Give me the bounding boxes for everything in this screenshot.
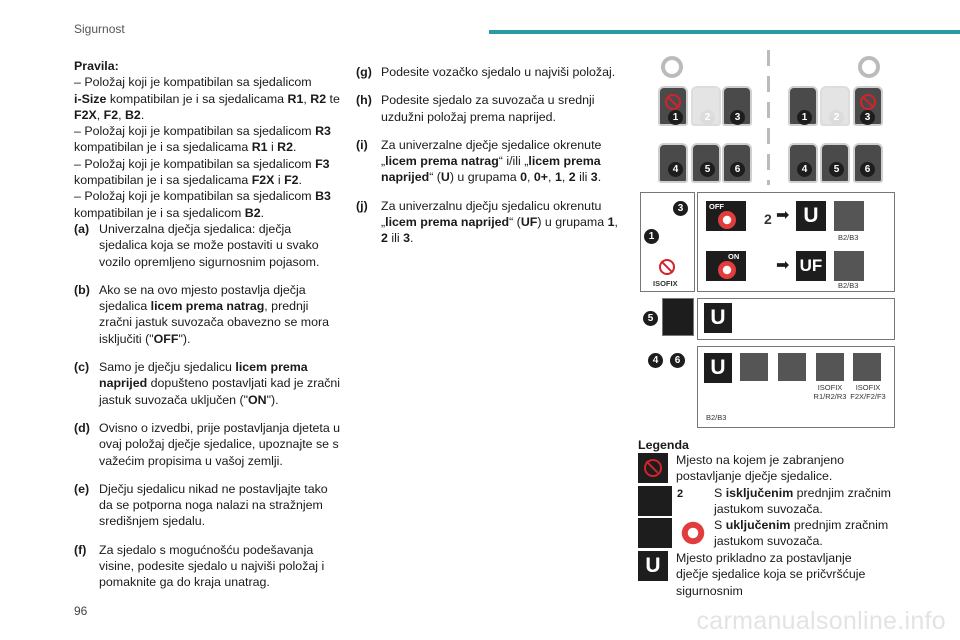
seat-number-badge: 1 — [797, 110, 812, 125]
note-f: (f) Za sjedalo s mogućnošću podešavanja visine, podesite sjedalo u najviši položaj i pomaknite ga do kraja unatrag. — [74, 542, 325, 590]
front-seat-box — [640, 192, 695, 292]
rear-center-box — [697, 298, 895, 340]
seat-number-badge: 2 — [829, 110, 844, 125]
note-g: (g) Podesite vozačko sjedalo u najviši položaj. — [356, 65, 616, 79]
isofix-anchor-icon — [778, 353, 806, 381]
note-d: (d) Ovisno o izvedbi, prije postavljanja djeteta u ovaj položaj dječje sjedalice, upoznajte se s važećim propisima u vašoj zemlji. — [74, 420, 341, 468]
left-column — [74, 58, 342, 603]
legend-text: Mjesto na kojem je zabranjeno postavljanje dječje sjedalice. — [676, 453, 845, 484]
isofix-front-seat-icon — [853, 353, 881, 381]
rule-line: kompatibilan je i sa sjedalicom B2. — [74, 205, 265, 220]
airbag-on-legend-icon — [638, 518, 672, 548]
seat-number-badge: 4 — [668, 162, 683, 177]
seat-number-badge: 4 — [648, 353, 663, 368]
isofix-rear-seat-icon — [816, 353, 844, 381]
u-badge: U — [796, 201, 826, 231]
airbag-icon — [718, 261, 736, 279]
arrow-right-icon: ➡ — [776, 257, 790, 274]
note-i: (i) Za univerzalne dječje sjedalice okrenute „licem prema natrag“ i/ili „licem prema naprijed“ (U) u grupama 0, 0+, 1, 2 ili 3. — [356, 137, 602, 185]
prohibited-icon — [665, 94, 681, 110]
note-j: (j) Za univerzalnu dječju sjedalicu okrenutu „licem prema naprijed“ (UF) u grupama 1, 2 ili 3. — [356, 198, 618, 246]
child-seat-icon — [834, 251, 864, 281]
divider-dashed — [767, 50, 770, 185]
note-c: (c) Samo je dječju sjedalicu licem prema naprijed dopušteno postavljati kad je zračni jastuk suvozača uključen ("ON"). — [74, 360, 341, 407]
arrow-right-icon: ➡ — [776, 207, 790, 224]
seat-number-badge: 6 — [670, 353, 685, 368]
note-a: (a) Univerzalna dječja sjedalica: dječja sjedalica koja se može postaviti u svako vozilo opremljeno sigurnosnim pojasom. — [74, 221, 320, 269]
rule-line: – Položaj koji je kompatibilan sa sjedalicom F3 — [74, 156, 330, 171]
prohibited-legend-icon — [638, 453, 668, 483]
legend-text: S uključenim prednjim zračnim jastukom suvozača. — [714, 518, 889, 549]
rear-outer-box: U B2/B3 ISOFIX R1/R2/R3 ISOFIX F2X/F2/F3 — [697, 346, 895, 428]
airbag-number: 2 — [677, 488, 684, 500]
isofix-prohibited-icon — [659, 259, 675, 275]
front-options-box: OFF 2 ➡ U B2/B3 ON ➡ UF B2/B3 — [697, 192, 895, 292]
airbag-icon — [718, 211, 736, 229]
support-leg-prohibited-icon — [662, 298, 694, 336]
legend-text: Mjesto prikladno za postavljanje dječje sjedalice koja se pričvršćuje sigurnosnim — [676, 551, 866, 598]
seat-number-badge: 1 — [644, 229, 659, 244]
u-legend-badge: U — [638, 551, 668, 581]
rule-line: i-Size kompatibilan je i sa sjedalicama R1, R2 te — [74, 91, 340, 106]
legend-text: S isključenim prednjim zračnim jastukom suvozača. — [714, 486, 891, 517]
seat-number-badge: 5 — [643, 311, 658, 326]
seat-number-badge: 6 — [730, 162, 745, 177]
rule-line: – Položaj koji je kompatibilan sa sjedalicom B3 — [74, 189, 331, 204]
header-accent-bar — [489, 30, 960, 34]
u-badge: U — [704, 353, 732, 383]
seat-number-badge: 5 — [700, 162, 715, 177]
rule-line: kompatibilan je i sa sjedalicama R1 i R2. — [74, 140, 297, 155]
middle-column — [356, 64, 618, 259]
watermark: carmanualsonline.info — [696, 607, 946, 635]
child-seat-icon — [834, 201, 864, 231]
rule-line: – Položaj koji je kompatibilan sa sjedalicom — [74, 75, 312, 90]
isofix-label: ISOFIX — [653, 279, 678, 288]
airbag-number: 2 — [764, 211, 772, 227]
seat-number-badge: 2 — [700, 110, 715, 125]
steering-wheel-icon — [661, 56, 683, 78]
note-b: (b) Ako se na ovo mjesto postavlja dječja sjedalica licem prema natrag, prednji zračni jastuk suvozača obavezno se mora isključiti ("OFF"). — [74, 282, 330, 346]
page-number: 96 — [74, 604, 88, 618]
airbag-off-legend-icon — [638, 486, 672, 516]
rules-block — [74, 58, 342, 221]
uf-badge: UF — [796, 251, 826, 281]
u-badge: U — [704, 303, 732, 333]
rule-line: F2X, F2, B2. — [74, 107, 145, 122]
seat-number-badge: 3 — [730, 110, 745, 125]
legend-title: Legenda — [638, 438, 689, 452]
steering-wheel-icon — [858, 56, 880, 78]
prohibited-icon — [860, 94, 876, 110]
rules-heading: Pravila: — [74, 59, 119, 73]
rule-line: – Položaj koji je kompatibilan sa sjedalicom R3 — [74, 124, 331, 139]
note-e: (e) Dječju sjedalicu nikad ne postavljajte tako da se potporna noga nalazi na stražnjem središnjem sjedalu. — [74, 481, 328, 529]
rule-line: kompatibilan je i sa sjedalicama F2X i F2. — [74, 173, 302, 188]
seat-number-badge: 6 — [860, 162, 875, 177]
airbag-icon — [682, 522, 705, 545]
seat-number-badge: 1 — [668, 110, 683, 125]
section-header: Sigurnost — [74, 22, 125, 36]
note-h: (h) Podesite sjedalo za suvozača u srednji uzdužni položaj prema naprijed. — [356, 93, 595, 124]
isize-seat-icon — [740, 353, 768, 381]
seat-number-badge: 3 — [673, 201, 688, 216]
seat-number-badge: 4 — [797, 162, 812, 177]
seat-number-badge: 5 — [829, 162, 844, 177]
seat-number-badge: 3 — [860, 110, 875, 125]
